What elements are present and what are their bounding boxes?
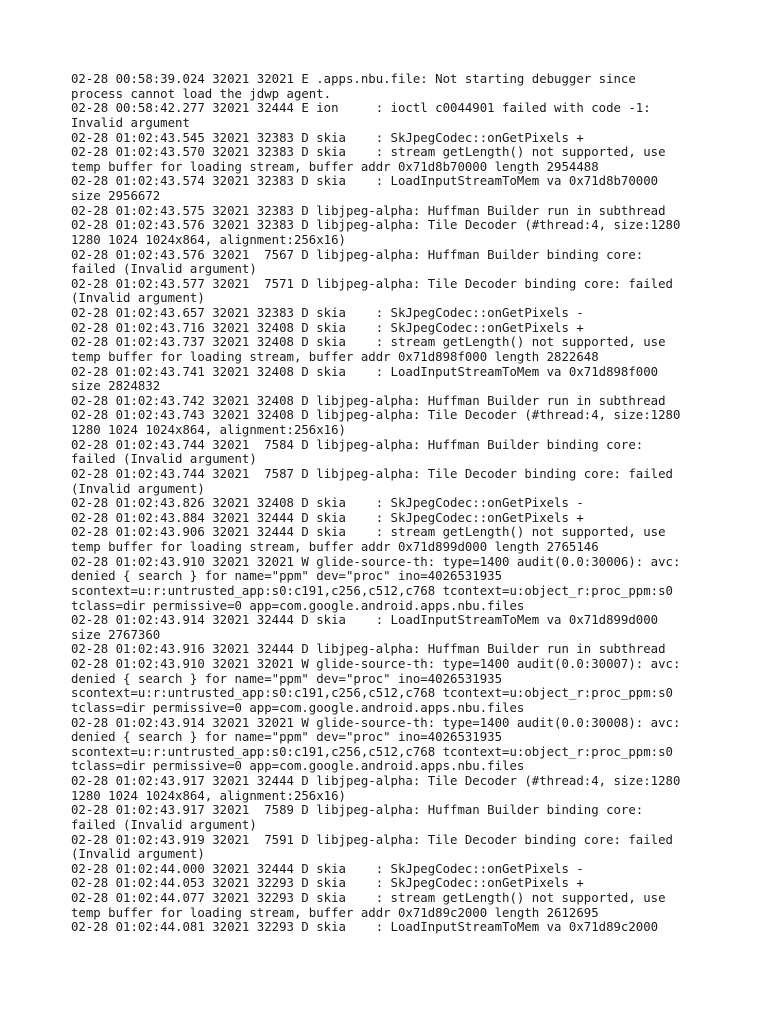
log-line: 02-28 01:02:43.914 32021 32021 W glide-source-th: type=1400 audit(0.0:30008): avc: [71,715,681,730]
log-line: 02-28 01:02:43.741 32021 32408 D skia : LoadInputStreamToMem va 0x71d898f000 [71,364,659,379]
log-line: scontext=u:r:untrusted_app:s0:c191,c256,c512,c768 tcontext=u:object_r:proc_ppm:s0 [71,744,673,759]
log-line: 02-28 01:02:43.826 32021 32408 D skia : SkJpegCodec::onGetPixels - [71,496,584,511]
log-line: 02-28 01:02:43.570 32021 32383 D skia : stream getLength() not supported, use [71,145,666,160]
log-line: failed (Invalid argument) [71,262,257,277]
log-line: 02-28 01:02:43.545 32021 32383 D skia : SkJpegCodec::onGetPixels + [71,130,584,145]
log-line: 1280 1024 1024x864, alignment:256x16) [71,423,346,437]
log-line: 02-28 01:02:43.917 32021 7589 D libjpeg-alpha: Huffman Builder binding core: [71,803,644,818]
log-line: 02-28 01:02:44.081 32021 32293 D skia : LoadInputStreamToMem va 0x71d89c2000 [71,920,659,935]
log-line: (Invalid argument) [71,481,205,496]
log-line: 02-28 01:02:43.919 32021 7591 D libjpeg-alpha: Tile Decoder binding core: failed [71,832,673,847]
log-line: (Invalid argument) [71,847,205,862]
log-line: 02-28 01:02:43.574 32021 32383 D skia : LoadInputStreamToMem va 0x71d8b70000 [71,174,659,189]
log-line: 02-28 01:02:43.910 32021 32021 W glide-source-th: type=1400 audit(0.0:30006): avc: [71,554,681,569]
log-line: failed (Invalid argument) [71,817,257,832]
log-line: 02-28 01:02:43.744 32021 7584 D libjpeg-alpha: Huffman Builder binding core: [71,437,644,452]
log-line: 02-28 01:02:44.000 32021 32444 D skia : SkJpegCodec::onGetPixels - [71,861,584,876]
log-line: process cannot load the jdwp agent. [71,86,332,101]
log-line: 02-28 01:02:43.737 32021 32408 D skia : stream getLength() not supported, use [71,335,666,350]
log-line: tclass=dir permissive=0 app=com.google.android.apps.nbu.files [71,759,525,774]
log-line: temp buffer for loading stream, buffer addr 0x71d8b70000 length 2954488 [71,159,599,174]
log-line: size 2767360 [71,627,161,642]
log-line: temp buffer for loading stream, buffer addr 0x71d898f000 length 2822648 [71,349,599,364]
log-line: tclass=dir permissive=0 app=com.google.android.apps.nbu.files [71,700,525,715]
log-line: 02-28 01:02:43.576 32021 7567 D libjpeg-alpha: Huffman Builder binding core: [71,247,644,262]
log-line: 02-28 01:02:43.742 32021 32408 D libjpeg-alpha: Huffman Builder run in subthread [71,393,666,408]
log-line: 02-28 01:02:44.053 32021 32293 D skia : SkJpegCodec::onGetPixels + [71,876,584,891]
log-line: 02-28 01:02:43.906 32021 32444 D skia : stream getLength() not supported, use [71,525,666,540]
log-line: 02-28 01:02:43.576 32021 32383 D libjpeg-alpha: Tile Decoder (#thread:4, size:1280 [71,218,681,233]
log-line: size 2824832 [71,379,161,394]
log-line: denied { search } for name="ppm" dev="proc" ino=4026531935 [71,730,503,745]
log-line: 1280 1024 1024x864, alignment:256x16) [71,788,346,803]
log-line: 02-28 01:02:43.910 32021 32021 W glide-source-th: type=1400 audit(0.0:30007): avc: [71,657,681,671]
log-line: 02-28 01:02:43.577 32021 7571 D libjpeg-alpha: Tile Decoder binding core: failed [71,276,673,291]
log-line: denied { search } for name="ppm" dev="proc" ino=4026531935 [71,569,503,584]
log-line: 02-28 01:02:44.077 32021 32293 D skia : stream getLength() not supported, use [71,891,666,905]
log-line: 02-28 00:58:42.277 32021 32444 E ion : ioctl c0044901 failed with code -1: [71,101,651,116]
log-document [71,72,711,935]
log-line: 02-28 01:02:43.884 32021 32444 D skia : SkJpegCodec::onGetPixels + [71,510,584,525]
log-line: scontext=u:r:untrusted_app:s0:c191,c256,c512,c768 tcontext=u:object_r:proc_ppm:s0 [71,686,673,701]
log-line: 02-28 01:02:43.743 32021 32408 D libjpeg-alpha: Tile Decoder (#thread:4, size:1280 [71,408,681,423]
log-line: 02-28 01:02:43.744 32021 7587 D libjpeg-alpha: Tile Decoder binding core: failed [71,466,673,481]
log-line: 02-28 01:02:43.916 32021 32444 D libjpeg-alpha: Huffman Builder run in subthread [71,642,666,657]
log-line: temp buffer for loading stream, buffer addr 0x71d899d000 length 2765146 [71,540,599,554]
log-line: (Invalid argument) [71,291,205,306]
log-line: tclass=dir permissive=0 app=com.google.android.apps.nbu.files [71,598,525,613]
log-line: scontext=u:r:untrusted_app:s0:c191,c256,c512,c768 tcontext=u:object_r:proc_ppm:s0 [71,583,673,598]
log-line: denied { search } for name="ppm" dev="proc" ino=4026531935 [71,671,503,686]
log-line: 02-28 01:02:43.914 32021 32444 D skia : LoadInputStreamToMem va 0x71d899d000 [71,613,659,628]
log-line: 02-28 01:02:43.657 32021 32383 D skia : SkJpegCodec::onGetPixels - [71,306,584,320]
log-line: size 2956672 [71,189,161,203]
log-line: 02-28 01:02:43.716 32021 32408 D skia : SkJpegCodec::onGetPixels + [71,320,584,335]
log-line: 1280 1024 1024x864, alignment:256x16) [71,232,346,247]
log-line: 02-28 01:02:43.917 32021 32444 D libjpeg-alpha: Tile Decoder (#thread:4, size:1280 [71,774,681,788]
log-line: temp buffer for loading stream, buffer addr 0x71d89c2000 length 2612695 [71,905,599,920]
log-line: 02-28 01:02:43.575 32021 32383 D libjpeg-alpha: Huffman Builder run in subthread [71,203,666,218]
log-line: failed (Invalid argument) [71,452,257,467]
log-line: Invalid argument [71,115,190,130]
log-line: 02-28 00:58:39.024 32021 32021 E .apps.nbu.file: Not starting debugger since [71,72,636,86]
